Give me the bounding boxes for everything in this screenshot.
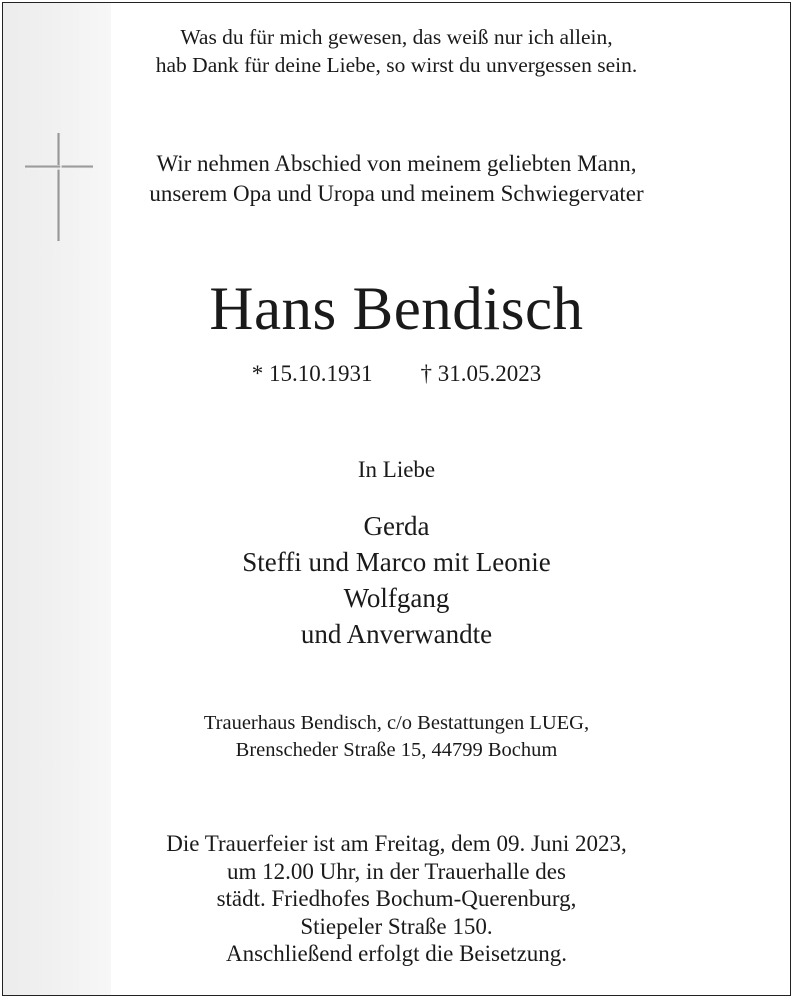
mourners-list <box>3 508 790 652</box>
mourner-line: Gerda <box>363 511 430 541</box>
intro-line: unserem Opa und Uropa und meinem Schwiegervater <box>149 181 644 206</box>
mourner-line: und Anverwandte <box>300 619 493 649</box>
motto-line: Was du für mich gewesen, das weiß nur ich allein, <box>180 25 613 49</box>
obituary-notice <box>2 2 791 996</box>
intro-line: Wir nehmen Abschied von meinem geliebten Mann, <box>156 151 637 176</box>
motto-line: hab Dank für deine Liebe, so wirst du unvergessen sein. <box>155 53 638 77</box>
birth-date: * 15.10.1931 <box>251 361 373 386</box>
address-line: Trauerhaus Bendisch, c/o Bestattungen LUEG, <box>203 712 590 734</box>
ceremony-line: Stiepeler Straße 150. <box>300 913 493 939</box>
ceremony-line: Die Trauerfeier ist am Freitag, dem 09. Juni 2023, <box>166 831 627 856</box>
farewell-intro <box>3 149 790 209</box>
closing-phrase: In Liebe <box>357 457 436 482</box>
life-dates <box>3 359 790 389</box>
mourner-line: Wolfgang <box>343 583 450 613</box>
address-line: Brenscheder Straße 15, 44799 Bochum <box>235 739 558 761</box>
mourning-house-address <box>3 710 790 764</box>
ceremony-line: städt. Friedhofes Bochum-Querenburg, <box>216 886 577 911</box>
ceremony-line: Anschließend erfolgt die Beisetzung. <box>225 941 568 966</box>
death-date: † 31.05.2023 <box>420 361 542 386</box>
funeral-ceremony-info <box>3 830 790 968</box>
deceased-name: Hans Bendisch <box>209 276 584 343</box>
mourner-line: Steffi und Marco mit Leonie <box>242 547 551 577</box>
motto-verse <box>3 23 790 79</box>
ceremony-line: um 12.00 Uhr, in der Trauerhalle des <box>227 858 566 884</box>
